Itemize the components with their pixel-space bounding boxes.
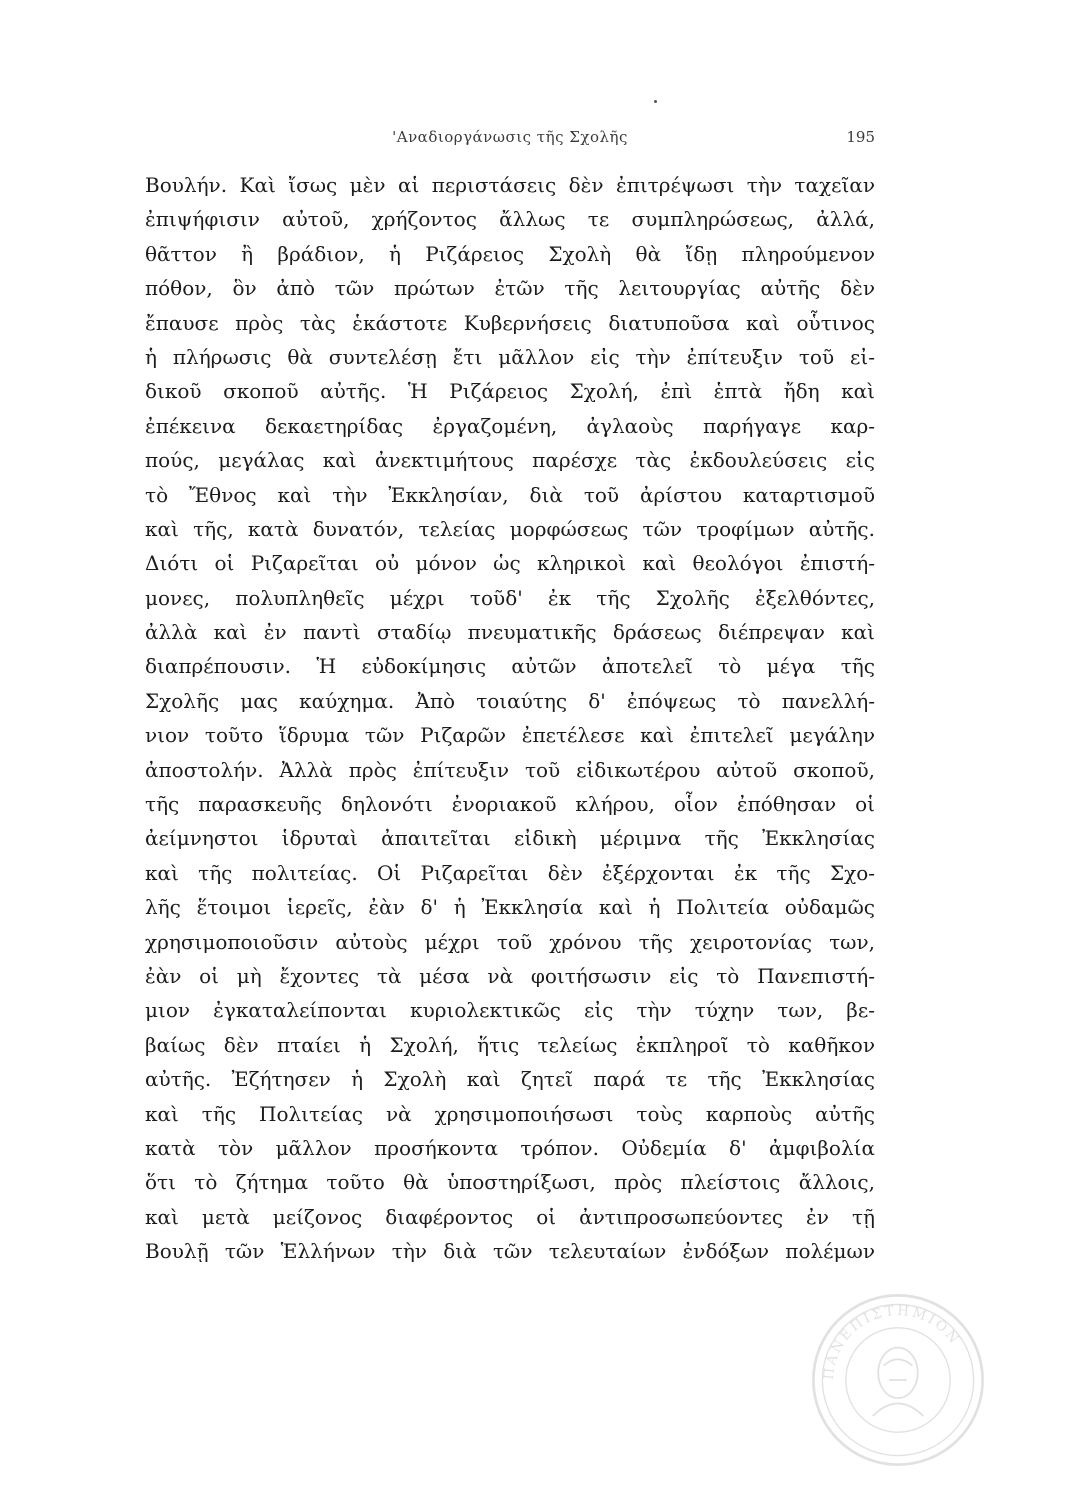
text-line: θᾶττον ἢ βράδιον, ἡ Ριζάρειος Σχολὴ θὰ ἴδῃ πληρούμενον	[145, 241, 875, 266]
library-seal-icon	[808, 1290, 988, 1470]
text-line: Διότι οἱ Ριζαρεῖται οὐ μόνον ὡς κληρικοὶ καὶ θεολόγοι ἐπιστή-	[145, 551, 875, 576]
svg-text:ΠΑΝΕΠΙΣΤΗΜΙΟΝ	[821, 1303, 963, 1381]
text-line: ἡ πλήρωσις θὰ συντελέσῃ ἔτι μᾶλλον εἰς τὴν ἐπίτευξιν τοῦ εἰ-	[145, 344, 875, 369]
text-line: μονες, πολυπληθεῖς μέχρι τοῦδ' ἐκ τῆς Σχολῆς ἐξελθόντες,	[145, 585, 875, 610]
text-line: καὶ τῆς πολιτείας. Οἱ Ριζαρεῖται δὲν ἐξέρχονται ἐκ τῆς Σχο-	[145, 860, 875, 885]
text-line: ἀείμνηστοι ἱδρυταὶ ἀπαιτεῖται εἰδικὴ μέριμνα τῆς Ἐκκλησίας	[145, 826, 875, 851]
text-line: καὶ μετὰ μείζονος διαφέροντος οἱ ἀντιπροσωπεύοντες ἐν τῇ	[145, 1204, 875, 1229]
text-line: νιον τοῦτο ἵδρυμα τῶν Ριζαρῶν ἐπετέλεσε καὶ ἐπιτελεῖ μεγάλην	[145, 723, 875, 748]
text-line: ἐὰν οἱ μὴ ἔχοντες τὰ μέσα νὰ φοιτήσωσιν εἰς τὸ Πανεπιστή-	[145, 963, 875, 988]
running-title: 'Αναδιοργάνωσις τῆς Σχολῆς	[392, 128, 628, 146]
text-line: ἐπιψήφισιν αὐτοῦ, χρήζοντος ἄλλως τε συμπληρώσεως, ἀλλά,	[145, 207, 875, 232]
text-line: τῆς παρασκευῆς δηλονότι ἐνοριακοῦ κλήρου, οἷον ἐπόθησαν οἱ	[145, 792, 875, 817]
text-line: Σχολῆς μας καύχημα. Ἀπὸ τοιαύτης δ' ἐπόψεως τὸ πανελλή-	[145, 688, 875, 713]
text-line: Βουλήν. Καὶ ἴσως μὲν αἱ περιστάσεις δὲν ἐπιτρέψωσι τὴν ταχεῖαν	[145, 173, 875, 197]
text-line: καὶ τῆς Πολιτείας νὰ χρησιμοποιήσωσι τοὺς καρποὺς αὐτῆς	[145, 1101, 875, 1126]
paper-speck	[654, 100, 657, 103]
text-line: μιον ἐγκαταλείπονται κυριολεκτικῶς εἰς τὴν τύχην των, βε-	[145, 998, 875, 1023]
text-line: κατὰ τὸν μᾶλλον προσήκοντα τρόπον. Οὐδεμία δ' ἀμφιβολία	[145, 1135, 875, 1160]
text-line: ἀλλὰ καὶ ἐν παντὶ σταδίῳ πνευματικῆς δράσεως διέπρεψαν καὶ	[145, 620, 875, 645]
text-line: καὶ τῆς, κατὰ δυνατόν, τελείας μορφώσεως τῶν τροφίμων αὐτῆς.	[145, 516, 875, 541]
text-line: λῆς ἕτοιμοι ἱερεῖς, ἐὰν δ' ἡ Ἐκκλησία καὶ ἡ Πολιτεία οὐδαμῶς	[145, 895, 875, 920]
text-line: δικοῦ σκοποῦ αὐτῆς. Ἡ Ριζάρειος Σχολή, ἐπὶ ἑπτὰ ἤδη καὶ	[145, 379, 875, 404]
text-line: ἔπαυσε πρὸς τὰς ἑκάστοτε Κυβερνήσεις διατυποῦσα καὶ οὗτινος	[145, 310, 875, 335]
text-line: ὅτι τὸ ζήτημα τοῦτο θὰ ὑποστηρίξωσι, πρὸς πλείστοις ἄλλοις,	[145, 1170, 875, 1195]
running-head	[145, 128, 875, 152]
seal-lettering: ΠΑΝΕΠΙΣΤΗΜΙΟΝ	[820, 1302, 964, 1381]
text-line: Βουλῇ τῶν Ἑλλήνων τὴν διὰ τῶν τελευταίων ἐνδόξων πολέμων	[145, 1239, 875, 1264]
page-number: 195	[846, 128, 875, 146]
body-text	[145, 168, 875, 1269]
text-line: πόθον, ὃν ἀπὸ τῶν πρώτων ἐτῶν τῆς λειτουργίας αὐτῆς δὲν	[145, 276, 875, 301]
text-line: πούς, μεγάλας καὶ ἀνεκτιμήτους παρέσχε τὰς ἐκδουλεύσεις εἰς	[145, 448, 875, 473]
text-line: διαπρέπουσιν. Ἡ εὐδοκίμησις αὐτῶν ἀποτελεῖ τὸ μέγα τῆς	[145, 654, 875, 679]
text-line: τὸ Ἔθνος καὶ τὴν Ἐκκλησίαν, διὰ τοῦ ἀρίστου καταρτισμοῦ	[145, 482, 875, 507]
text-line: ἀποστολήν. Ἀλλὰ πρὸς ἐπίτευξιν τοῦ εἰδικωτέρου αὐτοῦ σκοποῦ,	[145, 757, 875, 782]
text-line: αὐτῆς. Ἐζήτησεν ἡ Σχολὴ καὶ ζητεῖ παρά τε τῆς Ἐκκλησίας	[145, 1067, 875, 1092]
text-line: βαίως δὲν πταίει ἡ Σχολή, ἥτις τελείως ἐκπληροῖ τὸ καθῆκον	[145, 1032, 875, 1057]
text-line: ἐπέκεινα δεκαετηρίδας ἐργαζομένη, ἀγλαοὺς παρήγαγε καρ-	[145, 413, 875, 438]
text-line: χρησιμοποιοῦσιν αὐτοὺς μέχρι τοῦ χρόνου τῆς χειροτονίας των,	[145, 929, 875, 954]
